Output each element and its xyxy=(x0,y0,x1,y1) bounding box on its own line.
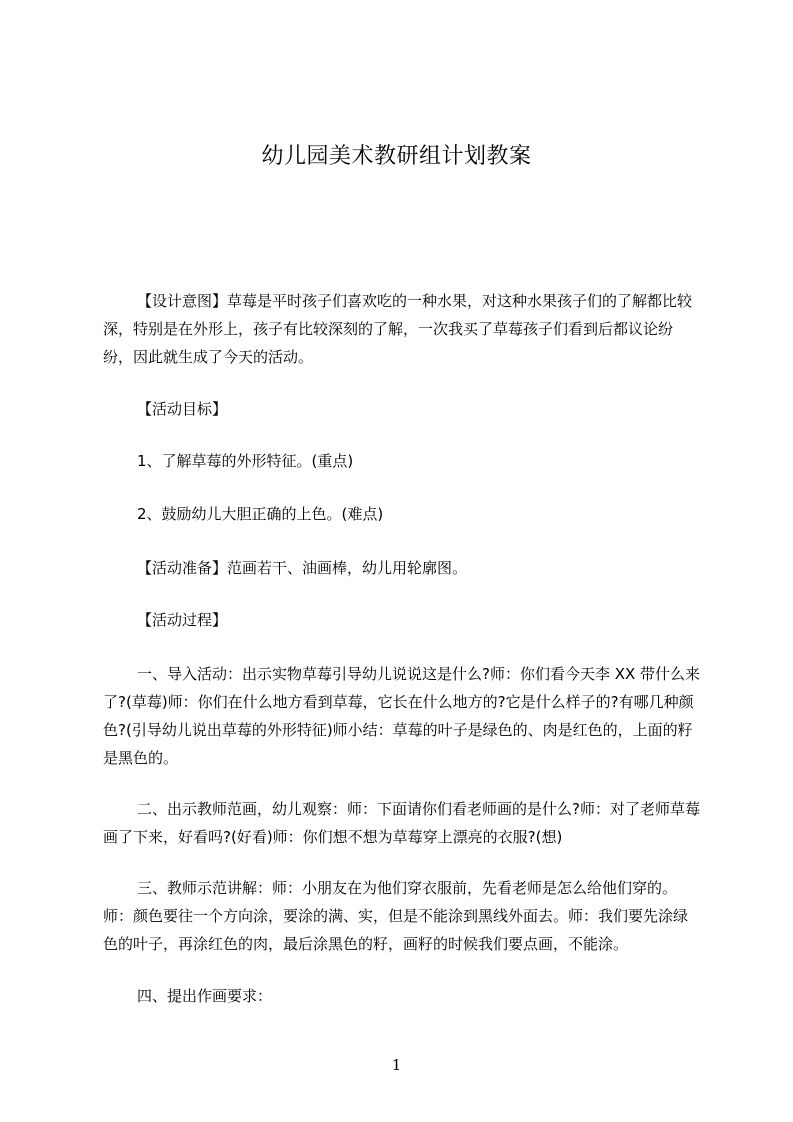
preparation-paragraph: 【活动准备】范画若干、油画棒，幼儿用轮廓图。 xyxy=(137,559,468,577)
goals-heading: 【活动目标】 xyxy=(137,400,228,418)
process-step-2: 二、出示教师范画，幼儿观察：师：下面请你们看老师画的是什么?师：对了老师草莓画了下来，好看吗?(好看)师：你们想不想为草莓穿上漂亮的衣服?(想) xyxy=(103,800,700,846)
goal-item-1: 1、了解草莓的外形特征。(重点) xyxy=(137,452,354,470)
page-number: 1 xyxy=(391,1056,402,1074)
process-step-4: 四、提出作画要求： xyxy=(137,987,273,1005)
process-step-3: 三、教师示范讲解：师：小朋友在为他们穿衣服前，先看老师是怎么给他们穿的。师：颜色要往一个方向涂，要涂的满、实，但是不能涂到黑线外面去。师：我们要先涂绿色的叶子，再涂红色的肉，最后涂黑色的籽，画籽的时候我们要点画，不能涂。 xyxy=(103,879,689,953)
process-step-1: 一、导入活动：出示实物草莓引导幼儿说说这是什么?师：你们看今天李 XX 带什么来了?(草莓)师：你们在什么地方看到草莓，它长在什么地方的?它是什么样子的?有哪几种颜色?(引导幼儿说出草莓的外形特征)师小结：草莓的叶子是绿色的、肉是红色的，上面的籽是黑色的。 xyxy=(103,665,701,767)
process-heading: 【活动过程】 xyxy=(137,611,228,629)
document-title: 幼儿园美术教研组计划教案 xyxy=(261,144,532,169)
design-intent-paragraph: 【设计意图】草莓是平时孩子们喜欢吃的一种水果，对这种水果孩子们的了解都比较深，特别是在外形上，孩子有比较深刻的了解，一次我买了草莓孩子们看到后都议论纷纷，因此就生成了今天的活动。 xyxy=(103,292,693,366)
goal-item-2: 2、鼓励幼儿大胆正确的上色。(难点) xyxy=(137,505,384,523)
